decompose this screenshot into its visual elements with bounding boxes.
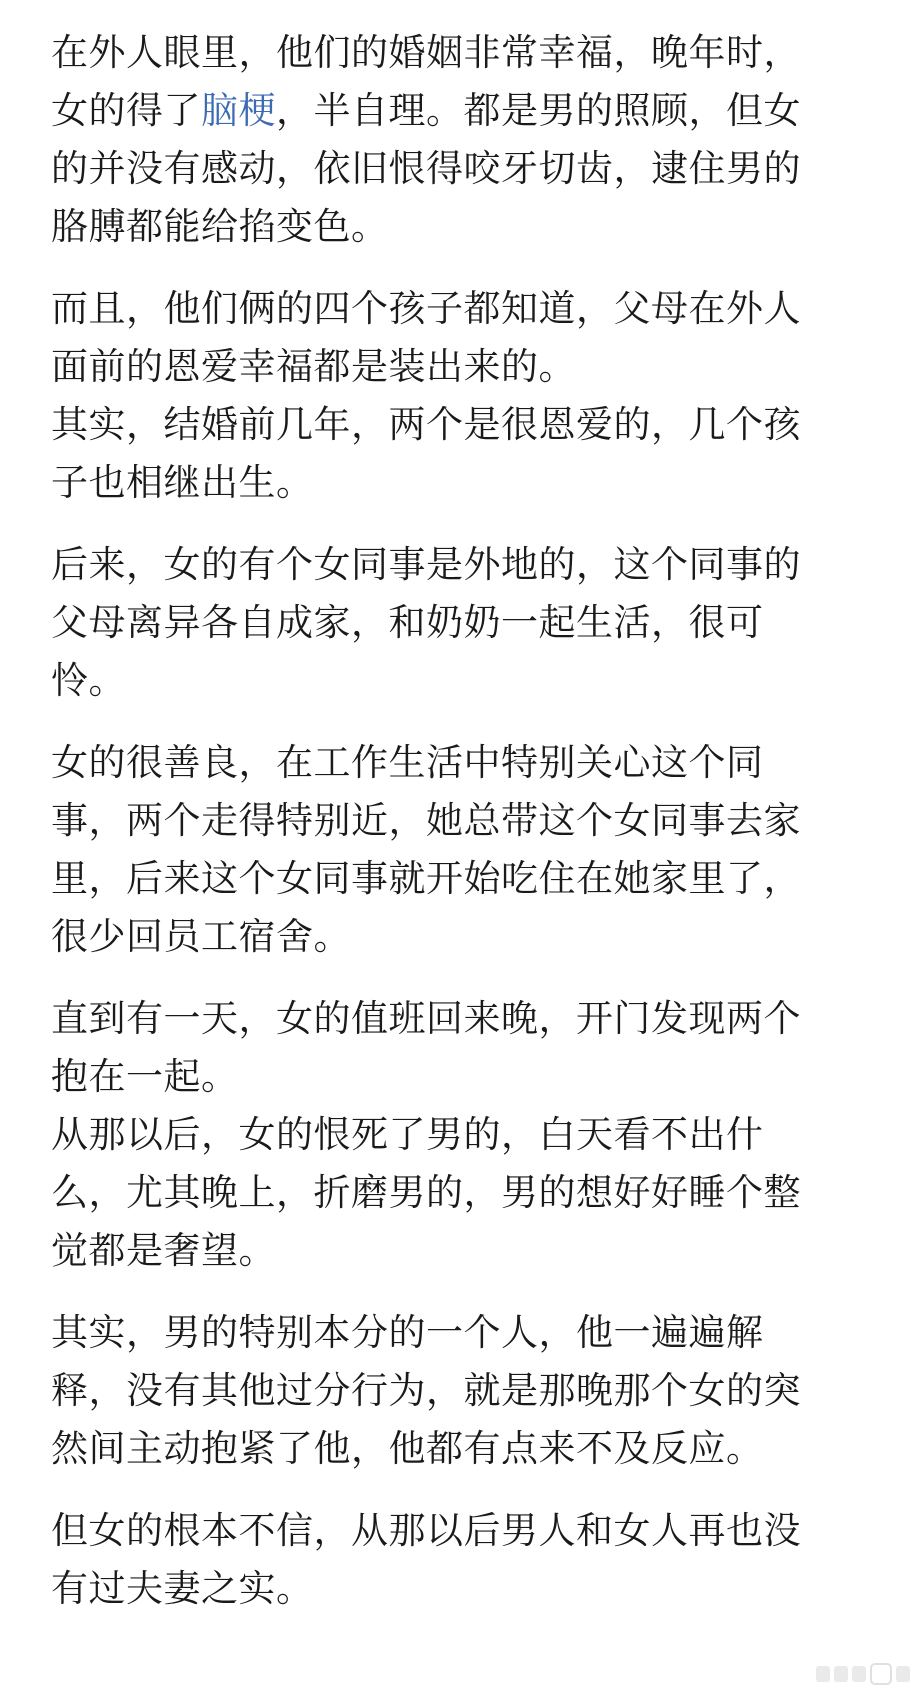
- paragraph-4: [51, 536, 866, 710]
- text-line: 觉都是奢望。: [51, 1229, 276, 1272]
- text-line: 后来，女的有个女同事是外地的，这个同事的: [51, 543, 801, 586]
- watermark-block-icon: [896, 1666, 910, 1682]
- text-line: 但女的根本不信，从那以后男人和女人再也没: [51, 1509, 801, 1552]
- text-line: 在外人眼里，他们的婚姻非常幸福，晚年时，: [51, 31, 801, 74]
- text-line: 怜。: [51, 659, 126, 702]
- text-line: 么，尤其晚上，折磨男的，男的想好好睡个整: [51, 1171, 801, 1214]
- text-fragment: ，半自理。都是男的照顾，但女: [276, 89, 801, 132]
- text-line: 女的很善良，在工作生活中特别关心这个同: [51, 741, 764, 784]
- paragraph-6: [51, 990, 866, 1106]
- text-line: 父母离异各自成家，和奶奶一起生活，很可: [51, 601, 764, 644]
- text-line: 而且，他们俩的四个孩子都知道，父母在外人: [51, 287, 801, 330]
- watermark-block-icon: [834, 1666, 848, 1682]
- text-line: 很少回员工宿舍。: [51, 915, 351, 958]
- text-line: 其实，结婚前几年，两个是很恩爱的，几个孩: [51, 403, 801, 446]
- text-line: 其实，男的特别本分的一个人，他一遍遍解: [51, 1311, 764, 1354]
- watermark-block-icon: [852, 1666, 866, 1682]
- text-line: 事，两个走得特别近，她总带这个女同事去家: [51, 799, 801, 842]
- text-line: 然间主动抱紧了他，他都有点来不及反应。: [51, 1427, 764, 1470]
- watermark-block-icon: [816, 1666, 830, 1682]
- watermark: [816, 1659, 910, 1689]
- paragraph-9: [51, 1502, 866, 1618]
- text-line: 抱在一起。: [51, 1055, 239, 1098]
- text-line: 胳膊都能给掐变色。: [51, 205, 389, 248]
- text-line: [51, 82, 866, 140]
- paragraph-5: [51, 734, 866, 966]
- text-line: 的并没有感动，依旧恨得咬牙切齿，逮住男的: [51, 147, 801, 190]
- paragraph-2: [51, 280, 866, 396]
- text-line: 从那以后，女的恨死了男的，白天看不出什: [51, 1113, 764, 1156]
- paragraph-3: [51, 396, 866, 512]
- paragraph-7: [51, 1106, 866, 1280]
- text-line: 子也相继出生。: [51, 461, 314, 504]
- text-line: 释，没有其他过分行为，就是那晚那个女的突: [51, 1369, 801, 1412]
- text-line: 有过夫妻之实。: [51, 1567, 314, 1610]
- text-line: 里，后来这个女同事就开始吃住在她家里了，: [51, 857, 801, 900]
- text-line: 直到有一天，女的值班回来晚，开门发现两个: [51, 997, 801, 1040]
- paragraph-1: [51, 24, 866, 256]
- keyword-link[interactable]: 脑梗: [201, 89, 276, 132]
- text-line: 面前的恩爱幸福都是装出来的。: [51, 345, 576, 388]
- watermark-logo-icon: [870, 1663, 892, 1685]
- text-fragment: 女的得了: [51, 89, 201, 132]
- paragraph-8: [51, 1304, 866, 1478]
- article-body: [51, 24, 866, 1618]
